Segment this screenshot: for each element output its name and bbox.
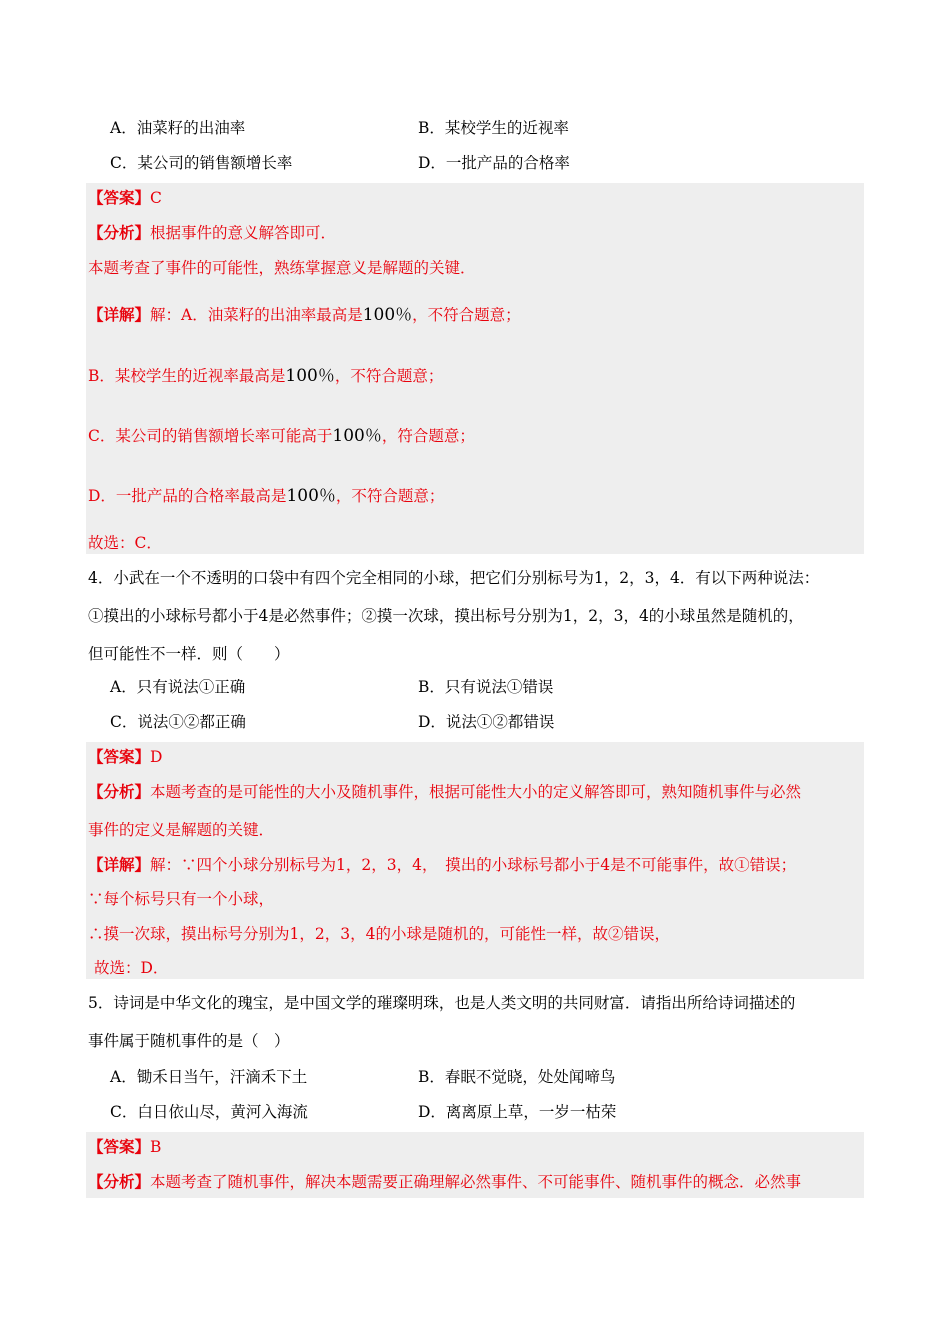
q5-option-b: B．春眠不觉晓，处处闻啼鸟	[418, 1068, 616, 1086]
q3-answer	[88, 188, 162, 208]
analysis-text: 根据事件的意义解答即可．	[150, 224, 337, 242]
q5-stem-line1: 5．诗词是中华文化的瑰宝，是中国文学的璀璨明珠，也是人类文明的共同财富．请指出所给诗词描述的	[88, 994, 796, 1012]
q3-choose: 故选：C．	[88, 534, 162, 552]
analysis-tag: 【分析】	[88, 782, 151, 801]
detail-b-post: ，不符合题意；	[334, 367, 444, 385]
q5-option-c: C．白日依山尽，黄河入海流	[110, 1103, 308, 1121]
q5-stem-line2: 事件属于随机事件的是（ ）	[88, 1032, 290, 1050]
q3-detail-b	[88, 366, 443, 386]
answer-value: C	[150, 189, 162, 207]
q4-option-d: D．说法①②都错误	[418, 713, 555, 731]
q3-detail-c	[88, 426, 475, 446]
detail-tag: 【详解】	[88, 305, 151, 324]
q4-detail	[88, 855, 796, 875]
q4-stem-line2: ①摸出的小球标号都小于4是必然事件；②摸一次球，摸出标号分别为1，2，3，4的小球虽然是随机的，	[88, 607, 804, 625]
q4-option-c: C．说法①②都正确	[110, 713, 246, 731]
q3-option-a: A．油菜籽的出油率	[110, 119, 246, 137]
q4-option-b: B．只有说法①错误	[418, 678, 554, 696]
answer-value: D	[150, 748, 163, 766]
q4-option-a: A．只有说法①正确	[110, 678, 246, 696]
q5-answer	[88, 1137, 161, 1157]
q3-analysis	[88, 223, 336, 243]
detail-c-num: 100％	[332, 426, 382, 446]
detail-b-num: 100％	[285, 366, 335, 386]
analysis-tag: 【分析】	[88, 223, 151, 242]
analysis-text: 本题考查了随机事件，解决本题需要正确理解必然事件、不可能事件、随机事件的概念．必然事	[150, 1173, 802, 1191]
answer-value: B	[150, 1138, 162, 1156]
q5-option-a: A．锄禾日当午，汗滴禾下土	[110, 1068, 308, 1086]
q3-option-b: B．某校学生的近视率	[418, 119, 569, 137]
detail-c-text: C．某公司的销售额增长率可能高于	[88, 427, 333, 445]
detail-c-post: ，符合题意；	[381, 427, 475, 445]
q4-analysis-cont: 事件的定义是解题的关键．	[88, 821, 275, 839]
detail-a-text: 解：A．油菜籽的出油率最高是	[150, 306, 363, 324]
detail-d-post: ，不符合题意；	[335, 487, 445, 505]
q4-detail-line3: ∴摸一次球，摸出标号分别为1，2，3，4的小球是随机的，可能性一样，故②错误，	[88, 925, 670, 943]
detail-a-num: 100％	[362, 305, 413, 325]
q4-stem-line3: 但可能性不一样．则（ ）	[88, 645, 290, 663]
q4-analysis	[88, 782, 801, 802]
detail-b-text: B．某校学生的近视率最高是	[88, 367, 286, 385]
detail-d-num: 100％	[286, 486, 336, 506]
q3-detail-a	[88, 305, 521, 325]
detail-tag: 【详解】	[88, 855, 151, 874]
q5-option-d: D．离离原上草，一岁一枯荣	[418, 1103, 617, 1121]
analysis-tag: 【分析】	[88, 1172, 151, 1191]
detail-d-text: D．一批产品的合格率最高是	[88, 487, 287, 505]
q3-analysis-summary: 本题考查了事件的可能性，熟练掌握意义是解题的关键．	[88, 259, 476, 277]
q3-option-c: C．某公司的销售额增长率	[110, 154, 293, 172]
detail-a-post: ，不符合题意；	[412, 306, 521, 324]
q4-detail-line2: ∵每个标号只有一个小球，	[88, 890, 275, 908]
answer-tag: 【答案】	[88, 188, 151, 207]
answer-tag: 【答案】	[88, 1137, 151, 1156]
q4-answer	[88, 747, 162, 767]
q3-detail-d	[88, 486, 444, 506]
analysis-text: 本题考查的是可能性的大小及随机事件，根据可能性大小的定义解答即可，熟知随机事件与必然	[150, 783, 802, 801]
q5-analysis	[88, 1172, 801, 1192]
detail-text: 解：∵四个小球分别标号为1，2，3，4， 摸出的小球标号都小于4是不可能事件，故①错误；	[150, 856, 797, 874]
q3-option-d: D．一批产品的合格率	[418, 154, 570, 172]
q4-choose: 故选：D．	[94, 959, 169, 977]
answer-tag: 【答案】	[88, 747, 151, 766]
q4-stem-line1: 4．小武在一个不透明的口袋中有四个完全相同的小球，把它们分别标号为1，2，3，4．有以下两种说法：	[88, 569, 820, 587]
